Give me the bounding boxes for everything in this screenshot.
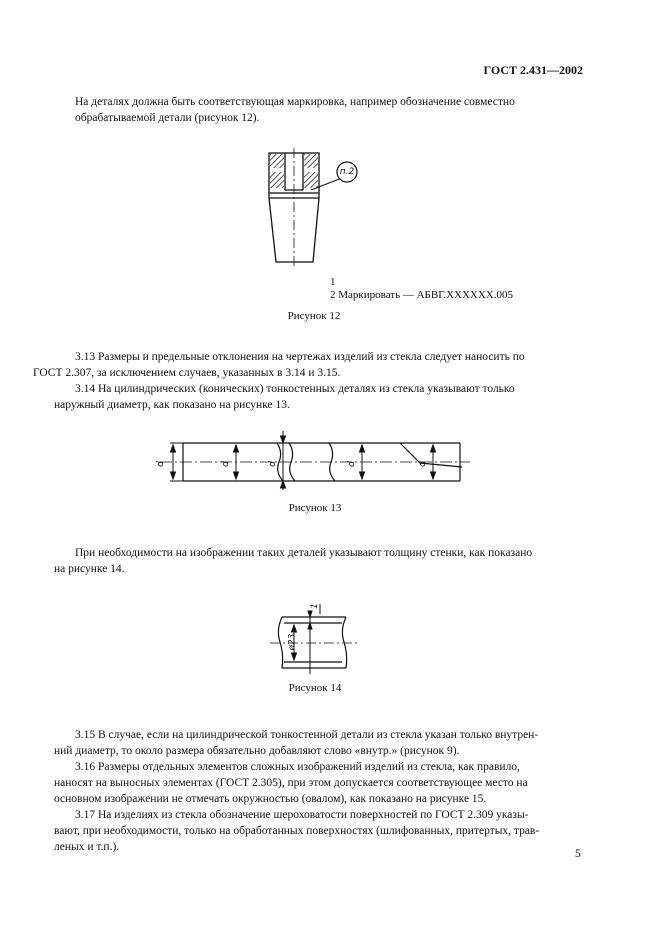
paragraph-3-15-to-3-17 [54, 727, 584, 855]
text-span: наружный диаметр, как показано на рисунке 13. [54, 399, 290, 411]
note-line: 2 Маркировать — АБВГ.XXXXXX.005 [330, 289, 513, 301]
text-span: 3.13 Размеры и предельные отклонения на чертежах изделий из стекла следует наносить по [75, 351, 525, 363]
figure-12-caption: Рисунок 12 [287, 310, 341, 322]
text-line [54, 743, 584, 759]
dim-label: d [267, 461, 278, 467]
text-span: обрабатываемой детали (рисунок 12). [75, 112, 260, 124]
text-span: На деталях должна быть соответствующая маркировка, например обозначение совместно [75, 96, 515, 108]
page-number: 5 [575, 848, 581, 860]
text-span: ГОСТ 2.307, за исключением случаев, указанных в 3.14 и 3.15. [33, 367, 341, 379]
text-span: вают, при необходимости, только на обработанных поверхностях (шлифованных, притертых, трав- [54, 825, 540, 837]
text-span: 3.16 Размеры отдельных элементов сложных изображений изделий из стекла, как правило, [75, 761, 520, 773]
text-line [54, 775, 584, 791]
dim-label: d [346, 461, 357, 467]
text-span: ний диаметр, то около размера обязательно добавляют слово «внутр.» (рисунок 9). [54, 745, 460, 757]
text-line [54, 823, 584, 839]
dim-label: d [220, 461, 231, 467]
figure-14-caption: Рисунок 14 [288, 682, 342, 694]
text-line [75, 759, 584, 775]
figure-13-caption: Рисунок 13 [288, 502, 342, 514]
dim-label: d [417, 461, 428, 467]
text-span: При необходимости на изображении таких деталей указывают толщину стенки, как показано [75, 547, 533, 559]
text-span: основном изображении не отмечать окружностью (овалом), как показано на рисунке 15. [54, 793, 487, 805]
text-line [54, 839, 584, 855]
wall-thickness-label: 1 [309, 603, 320, 609]
document-header: ГОСТ 2.431—2002 [483, 63, 583, 77]
note-line: 1 [330, 276, 336, 288]
text-line [75, 807, 584, 823]
text-span: на рисунке 14. [54, 563, 125, 575]
text-span: леных и т.п.). [54, 841, 120, 853]
text-line [54, 791, 584, 807]
text-span: 3.14 На цилиндрических (конических) тонкостенных деталях из стекла указывают только [75, 383, 515, 395]
text-span: наносят на выносных элементах (ГОСТ 2.305), при этом допускается соответствующее место на [54, 777, 528, 789]
text-line [75, 727, 584, 743]
callout-label: п.2 [339, 167, 355, 177]
dim-label: d [155, 461, 166, 467]
text-span: 3.15 В случае, если на цилиндрической тонкостенной детали из стекла указан только внутрен- [75, 729, 539, 741]
text-span: 3.17 На изделиях из стекла обозначение шероховатости поверхностей по ГОСТ 2.309 указы- [75, 809, 529, 821]
diameter-label: ø23 [287, 633, 298, 651]
